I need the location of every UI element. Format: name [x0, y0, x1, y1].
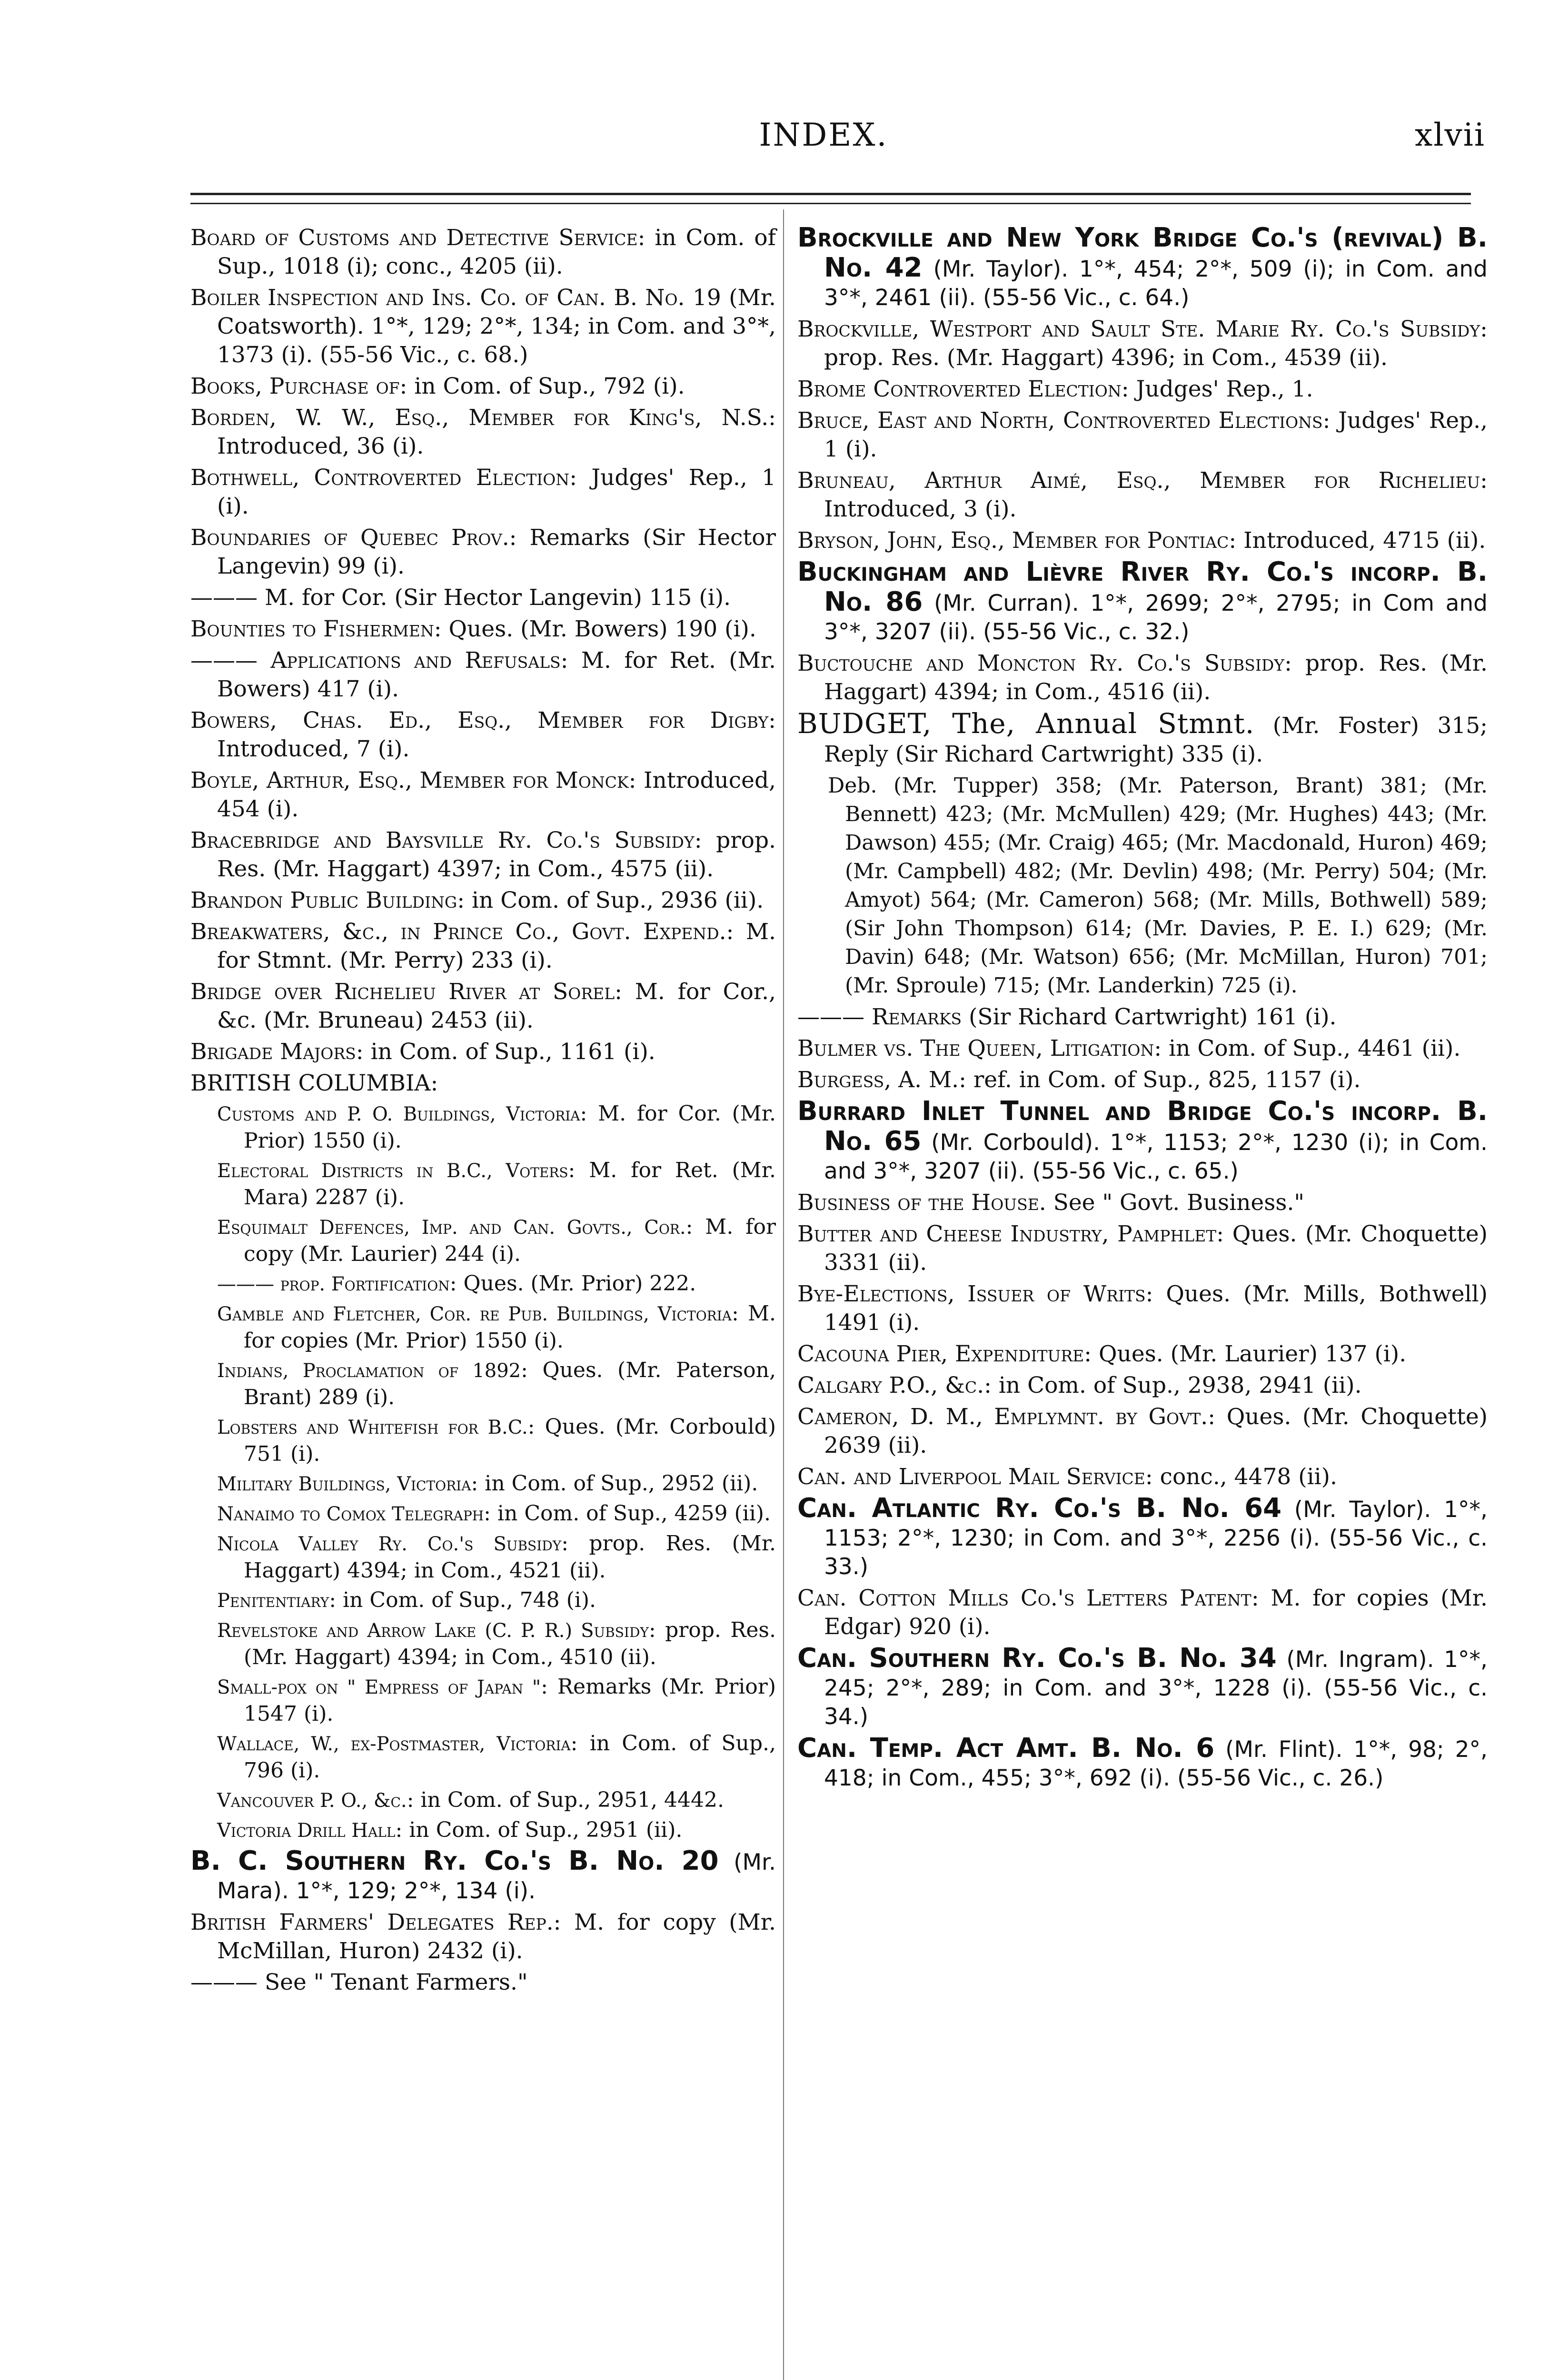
index-entry	[190, 1270, 776, 1298]
entry-headword: Brockville, Westport and Sault Ste. Marie Ry. Co.'s Subsidy	[797, 316, 1480, 342]
index-entry	[190, 706, 776, 764]
index-entry	[797, 1097, 1488, 1186]
entry-headword: Business of the House.	[797, 1190, 1046, 1216]
index-entry	[190, 524, 776, 581]
entry-references: (Mr. Flint). 1°*, 98; 2°, 418; in Com., 455; 3°*, 692 (i). (55-56 Vic., c. 26.)	[824, 1736, 1488, 1791]
entry-references: : Judges' Rep., 1 (i).	[824, 407, 1488, 462]
index-entry	[190, 1968, 776, 1997]
entry-references: See " Tenant Farmers."	[258, 1969, 528, 1995]
entry-references: : M. for Ret. (Mr. Mara) 2287 (i).	[244, 1158, 776, 1210]
entry-headword: Cacouna Pier, Expenditure	[797, 1341, 1084, 1367]
entry-references: : M. for Stmnt. (Mr. Perry) 233 (i).	[217, 919, 776, 973]
index-entry	[190, 1817, 776, 1844]
index-entry	[797, 558, 1488, 646]
entry-references: (Mr. Corbould). 1°*, 1153; 2°*, 1230 (i); in Com. and 3°*, 3207 (ii). (55-56 Vic., c. 65.)	[824, 1130, 1488, 1184]
index-entry	[190, 224, 776, 281]
index-entry	[190, 646, 776, 704]
index-entry	[190, 1101, 776, 1154]
index-entry	[797, 1220, 1488, 1277]
index-entry	[797, 1340, 1488, 1368]
entry-references: : Ques. (Mr. Choquette) 3331 (ii).	[824, 1221, 1488, 1276]
index-entry	[797, 1494, 1488, 1581]
entry-references: : Remarks (Mr. Prior) 1547 (i).	[244, 1675, 776, 1726]
entry-references: : Introduced, 36 (i).	[217, 405, 776, 459]
entry-references: : in Com. of Sup., 1161 (i).	[356, 1039, 655, 1065]
british-columbia-subentries	[190, 1101, 776, 1844]
entry-headword: Gamble and Fletcher, Cor. re Pub. Buildings, Victoria	[217, 1303, 732, 1325]
entry-headword: Breakwaters, &c., in Prince Co., Govt. Expend.	[190, 919, 726, 945]
index-entry	[190, 826, 776, 883]
entry-headword: BRITISH COLUMBIA	[190, 1070, 431, 1096]
entry-references: : Ques. (Mr. Bowers) 190 (i).	[434, 616, 756, 642]
entry-references: : in Com. of Sup., 4259 (ii).	[484, 1501, 771, 1526]
entry-references: : prop. Res. (Mr. Haggart) 4396; in Com., 4539 (ii).	[824, 316, 1488, 371]
entry-headword: Victoria Drill Hall	[217, 1820, 396, 1842]
entry-references: See " Govt. Business."	[1046, 1190, 1305, 1216]
entry-headword: ——— M.	[190, 585, 295, 611]
entry-references: : M. for Cor. (Mr. Prior) 1550 (i).	[244, 1101, 776, 1153]
entry-references: : Ques. (Mr. Corbould) 751 (i).	[244, 1415, 776, 1466]
index-entry	[797, 1280, 1488, 1337]
entry-headword: Brandon Public Building	[190, 887, 457, 913]
entry-headword: Nanaimo to Comox Telegraph	[217, 1503, 484, 1525]
right-entries-tail	[797, 1003, 1488, 1793]
index-entry	[190, 1357, 776, 1411]
index-entry	[190, 1847, 776, 1905]
entry-headword: Bridge over Richelieu River at Sorel	[190, 979, 615, 1005]
entry-headword: Cameron, D. M., Emplymnt. by Govt.	[797, 1404, 1208, 1430]
entry-references: (Mr. Taylor). 1°*, 1153; 2°*, 1230; in Com. and 3°*, 2256 (i). (55-56 Vic., c. 33.)	[824, 1497, 1488, 1580]
entry-headword: Brockville and New York Bridge Co.'s (revival) B. No. 42	[797, 222, 1488, 283]
entry-references: :	[430, 1070, 438, 1096]
entry-references: (Mr. Mara). 1°*, 129; 2°*, 134 (i).	[217, 1849, 776, 1904]
index-entry	[797, 709, 1488, 769]
index-entry	[190, 404, 776, 461]
entry-references: : Introduced, 454 (i).	[217, 767, 776, 822]
entry-headword: ——— Remarks	[797, 1004, 962, 1030]
entry-references: for Cor. (Sir Hector Langevin) 115 (i).	[295, 585, 731, 611]
entry-references: : prop. Res. (Mr. Haggart) 4394; in Com., 4516 (ii).	[824, 650, 1488, 705]
entry-references: : M. for Ret. (Mr. Bowers) 417 (i).	[217, 647, 776, 702]
entry-references: : Ques. (Mr. Laurier) 137 (i).	[1084, 1341, 1407, 1367]
entry-headword: BUDGET, The, Annual Stmnt.	[797, 707, 1255, 740]
entry-references: : conc., 4478 (ii).	[1145, 1464, 1337, 1490]
page-title: INDEX.	[759, 117, 888, 153]
index-entry	[797, 1034, 1488, 1063]
entry-headword: Can. Cotton Mills Co.'s Letters Patent	[797, 1585, 1251, 1611]
entry-references: (Mr. Taylor). 1°*, 454; 2°*, 509 (i); in Com. and 3°*, 2461 (ii). (55-56 Vic., c. 64.)	[824, 256, 1488, 311]
entry-references: : in Com. of Sup., 1018 (i); conc., 4205 (ii).	[217, 225, 776, 279]
index-entry	[190, 918, 776, 975]
entry-headword: Penitentiary	[217, 1590, 329, 1612]
index-entry	[190, 1587, 776, 1614]
entry-references: : M. for Cor., &c. (Mr. Bruneau) 2453 (ii).	[217, 979, 776, 1033]
index-entry	[190, 1617, 776, 1671]
index-entry	[190, 1674, 776, 1727]
entry-headword: Buctouche and Moncton Ry. Co.'s Subsidy	[797, 650, 1285, 676]
index-entry	[190, 284, 776, 369]
entry-references: (Sir Richard Cartwright) 161 (i).	[962, 1004, 1337, 1030]
index-entry	[190, 1470, 776, 1497]
entry-references: : M. for copies (Mr. Prior) 1550 (i).	[244, 1301, 776, 1353]
entry-references: : Remarks (Sir Hector Langevin) 99 (i).	[217, 525, 776, 579]
entry-references: : Ques. (Mr. Paterson, Brant) 289 (i).	[244, 1358, 776, 1409]
index-entry	[190, 1530, 776, 1584]
entry-headword: Brome Controverted Election	[797, 376, 1122, 402]
left-entries-tail	[190, 1847, 776, 1997]
entry-headword: Boundaries of Quebec Prov.	[190, 525, 509, 551]
entry-references: : prop. Res. (Mr. Haggart) 4397; in Com., 4575 (ii).	[217, 827, 776, 882]
index-entry	[797, 1066, 1488, 1094]
entry-references: : Ques. (Mr. Prior) 222.	[449, 1271, 696, 1296]
index-entry	[797, 407, 1488, 464]
entry-headword: Electoral Districts in B.C., Voters	[217, 1160, 568, 1182]
index-entry	[190, 1414, 776, 1468]
entry-references: (Mr. Ingram). 1°*, 245; 2°*, 289; in Com. and 3°*, 1228 (i). (55-56 Vic., c. 34.)	[824, 1646, 1488, 1730]
index-entry	[797, 1003, 1488, 1031]
index-entry	[190, 1730, 776, 1784]
entry-headword: Books, Purchase of	[190, 373, 400, 399]
index-entry	[797, 1463, 1488, 1491]
entry-references: : in Com. of Sup., 748 (i).	[329, 1588, 596, 1612]
entry-references: : ref. in Com. of Sup., 825, 1157 (i).	[959, 1067, 1361, 1093]
entry-headword: Bothwell, Controverted Election	[190, 465, 570, 491]
entry-references: : M. for copies (Mr. Edgar) 920 (i).	[824, 1585, 1488, 1640]
entry-headword: Bounties to Fishermen	[190, 616, 434, 642]
entry-headword: Can. Atlantic Ry. Co.'s B. No. 64	[797, 1493, 1282, 1524]
index-entry	[190, 615, 776, 644]
page-header	[162, 112, 1485, 164]
entry-headword: Can. Southern Ry. Co.'s B. No. 34	[797, 1643, 1277, 1674]
entry-headword: Bruce, East and North, Controverted Elections	[797, 407, 1323, 434]
index-entry	[190, 886, 776, 915]
entry-headword: ——— prop. Fortification	[217, 1273, 450, 1295]
index-entry	[190, 1038, 776, 1066]
entry-headword: Burrard Inlet Tunnel and Bridge Co.'s incorp. B. No. 65	[797, 1096, 1488, 1157]
entry-headword: Bye-Elections, Issuer of Writs	[797, 1281, 1146, 1307]
entry-headword: Can. Temp. Act Amt. B. No. 6	[797, 1733, 1215, 1764]
index-entry	[797, 1403, 1488, 1460]
index-entry	[797, 224, 1488, 312]
entry-headword: Bryson, John, Esq., Member for Pontiac	[797, 527, 1229, 554]
entry-headword: Burgess, A. M.	[797, 1067, 959, 1093]
entry-headword: Bracebridge and Baysville Ry. Co.'s Subsidy	[190, 827, 695, 853]
entry-headword: Calgary P.O., &c.	[797, 1372, 984, 1398]
index-entry	[797, 375, 1488, 404]
entry-headword: Buckingham and Lièvre River Ry. Co.'s incorp. B. No. 86	[797, 556, 1488, 617]
entry-headword: Indians, Proclamation of 1892	[217, 1360, 521, 1382]
header-rule-thin	[190, 203, 1471, 204]
entry-headword: Wallace, W., ex-Postmaster, Victoria	[217, 1733, 571, 1755]
entry-headword: Small-pox on " Empress of Japan "	[217, 1676, 541, 1698]
entry-references: (Mr. Coatsworth). 1°*, 129; 2°*, 134; in Com. and 3°*, 1373 (i). (55-56 Vic., c. 68.)	[217, 285, 776, 368]
entry-references: : in Com. of Sup., 4461 (ii).	[1154, 1035, 1461, 1061]
index-entry	[190, 1214, 776, 1268]
entry-headword: Bruneau, Arthur Aimé, Esq., Member for Richelieu	[797, 467, 1480, 494]
entry-headword: Boyle, Arthur, Esq., Member for Monck	[190, 767, 629, 793]
budget-debate-entry: Deb. (Mr. Tupper) 358; (Mr. Paterson, Brant) 381; (Mr. Bennett) 423; (Mr. McMullen) 429; (Mr. Hughes) 443; (Mr. Dawson) 455; (Mr. Craig) 465; (Mr. Macdonald, Huron) 469; (Mr. Campbell) 482; (Mr. Devlin) 498; (Mr. Perry) 504; (Mr. Amyot) 564; (Mr. Cameron) 568; (Mr. Mills, Bothwell) 589; (Sir John Thompson) 614; (Mr. Davies, P. E. I.) 629; (Mr. Davin) 648; (Mr. Watson) 656; (Mr. McMillan, Huron) 701; (Mr. Sproule) 715; (Mr. Landerkin) 725 (i).	[828, 774, 1488, 998]
entry-references: : Introduced, 7 (i).	[217, 707, 776, 762]
entry-headword: Boiler Inspection and Ins. Co. of Can. B. No. 19	[190, 285, 721, 311]
entry-headword: Board of Customs and Detective Service	[190, 225, 638, 251]
index-entry	[190, 1500, 776, 1527]
page-number: xlvii	[1415, 117, 1485, 153]
column-divider	[783, 209, 784, 2380]
entry-references: : Introduced, 4715 (ii).	[1229, 527, 1486, 554]
entry-references: : Ques. (Mr. Choquette) 2639 (ii).	[824, 1404, 1488, 1458]
index-entry	[797, 466, 1488, 524]
index-entry	[190, 464, 776, 521]
entry-headword: Bowers, Chas. Ed., Esq., Member for Digby	[190, 707, 769, 734]
entry-references: : Judges' Rep., 1 (i).	[217, 465, 776, 519]
index-entry	[190, 1069, 776, 1098]
index-entry	[797, 315, 1488, 372]
entry-references: (Mr. Curran). 1°*, 2699; 2°*, 2795; in Com and 3°*, 3207 (ii). (55-56 Vic., c. 32.)	[824, 590, 1488, 645]
entry-references: : in Com. of Sup., 2951 (ii).	[395, 1818, 683, 1842]
header-rule-thick	[190, 193, 1471, 195]
entry-headword: Customs and P. O. Buildings, Victoria	[217, 1103, 580, 1125]
index-entry	[797, 1371, 1488, 1400]
index-entry	[190, 372, 776, 401]
entry-headword: Butter and Cheese Industry, Pamphlet	[797, 1221, 1217, 1247]
entry-references: : Ques. (Mr. Mills, Bothwell) 1491 (i).	[824, 1281, 1488, 1336]
left-column	[190, 224, 776, 2000]
entry-references: : in Com. of Sup., 2938, 2941 (ii).	[984, 1372, 1362, 1398]
index-entry	[797, 526, 1488, 555]
right-column	[797, 224, 1488, 1795]
index-entry	[190, 584, 776, 612]
entry-references: : Judges' Rep., 1.	[1121, 376, 1313, 402]
right-entries	[797, 224, 1488, 769]
entry-headword: Vancouver P. O., &c.	[217, 1790, 407, 1812]
entry-references: : in Com. of Sup., 2952 (ii).	[471, 1471, 758, 1496]
index-entry	[797, 1644, 1488, 1731]
entry-headword: Borden, W. W., Esq., Member for King's, N.S.	[190, 405, 769, 431]
entry-headword: Revelstoke and Arrow Lake (C. P. R.) Subsidy	[217, 1620, 649, 1642]
entry-references: : M. for copy (Mr. McMillan, Huron) 2432 (i).	[217, 1909, 776, 1964]
entry-headword: Military Buildings, Victoria	[217, 1473, 471, 1495]
index-entry	[190, 1157, 776, 1211]
entry-headword: Lobsters and Whitefish for B.C.	[217, 1417, 528, 1438]
entry-headword: ———	[190, 1969, 258, 1995]
entry-references: : in Com. of Sup., 2951, 4442.	[407, 1788, 724, 1812]
entry-references: (Mr. Foster) 315; Reply (Sir Richard Cartwright) 335 (i).	[824, 713, 1488, 767]
index-entry	[190, 1300, 776, 1354]
entry-headword: Brigade Majors	[190, 1039, 356, 1065]
entry-references: : in Com. of Sup., 796 (i).	[244, 1731, 776, 1783]
entry-references: : in Com. of Sup., 2936 (ii).	[457, 887, 764, 913]
entry-headword: B. C. Southern Ry. Co.'s B. No. 20	[190, 1845, 719, 1876]
entry-headword: Bulmer vs. The Queen, Litigation	[797, 1035, 1154, 1061]
left-entries	[190, 224, 776, 1098]
entry-headword: Nicola Valley Ry. Co.'s Subsidy	[217, 1533, 562, 1555]
entry-headword: Esquimalt Defences, Imp. and Can. Govts., Cor.	[217, 1217, 686, 1239]
index-entry	[797, 1584, 1488, 1641]
index-entry	[190, 1908, 776, 1965]
entry-references: : Introduced, 3 (i).	[824, 467, 1488, 522]
index-entry	[797, 649, 1488, 706]
entry-references: : prop. Res. (Mr. Haggart) 4394; in Com., 4521 (ii).	[244, 1531, 776, 1583]
index-entry	[190, 766, 776, 823]
index-entry	[797, 1189, 1488, 1217]
entry-references: : M. for copy (Mr. Laurier) 244 (i).	[244, 1215, 776, 1266]
entry-headword: British Farmers' Delegates Rep.	[190, 1909, 554, 1935]
entry-headword: Can. and Liverpool Mail Service	[797, 1464, 1145, 1490]
entry-references: : in Com. of Sup., 792 (i).	[399, 373, 685, 399]
entry-headword: ——— Applications and Refusals	[190, 647, 561, 674]
index-entry	[190, 1787, 776, 1814]
index-entry	[190, 978, 776, 1035]
index-entry	[797, 1734, 1488, 1793]
entry-references: : prop. Res. (Mr. Haggart) 4394; in Com., 4510 (ii).	[244, 1618, 776, 1669]
